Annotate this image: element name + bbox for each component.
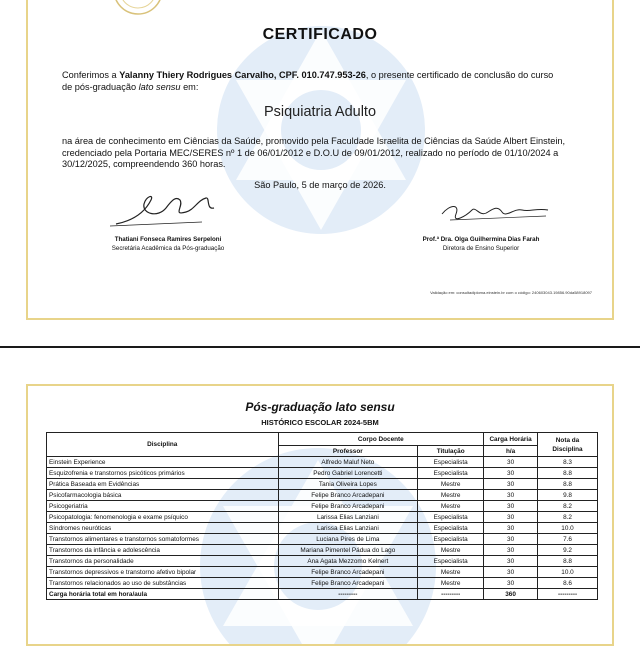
cell-disciplina: Transtornos depressivos e transtorno afetivo bipolar bbox=[47, 567, 279, 578]
cell-nota: 8.8 bbox=[538, 468, 598, 479]
cell-professor: Ana Agata Mezzomo Kelnert bbox=[278, 556, 418, 567]
student-name: Yalanny Thiery Rodrigues Carvalho bbox=[119, 70, 274, 80]
header-carga: Carga Horária bbox=[484, 433, 538, 446]
cell-carga: 30 bbox=[484, 479, 538, 490]
seal-icon bbox=[110, 0, 166, 16]
watermark-logo-icon bbox=[216, 10, 426, 250]
cell-titulacao: Mestre bbox=[418, 567, 484, 578]
cell-disciplina: Transtornos relacionados ao uso de substâncias bbox=[47, 578, 279, 589]
total-nota: --------- bbox=[538, 589, 598, 600]
cell-nota: 9.2 bbox=[538, 545, 598, 556]
cell-carga: 30 bbox=[484, 512, 538, 523]
total-carga: 360 bbox=[484, 589, 538, 600]
table-row bbox=[47, 534, 598, 545]
signer-role: Diretora de Ensino Superior bbox=[442, 245, 520, 252]
cell-nota: 8.6 bbox=[538, 578, 598, 589]
signer-role: Secretária Acadêmica da Pós-graduação bbox=[111, 245, 225, 252]
transcript-rows bbox=[47, 457, 598, 600]
cell-carga: 30 bbox=[484, 490, 538, 501]
table-row bbox=[47, 468, 598, 479]
cell-carga: 30 bbox=[484, 457, 538, 468]
cell-nota: 10.0 bbox=[538, 567, 598, 578]
cell-nota: 8.8 bbox=[538, 479, 598, 490]
total-titulacao: --------- bbox=[418, 589, 484, 600]
header-carga-unit: h/a bbox=[484, 446, 538, 457]
cell-professor: Tania Oliveira Lopes bbox=[278, 479, 418, 490]
course-name: Psiquiatria Adulto bbox=[263, 104, 377, 120]
signature-block-right bbox=[366, 235, 596, 253]
table-row bbox=[47, 523, 598, 534]
signature-right-icon bbox=[436, 198, 556, 228]
table-row bbox=[47, 545, 598, 556]
cell-carga: 30 bbox=[484, 501, 538, 512]
cell-professor: Felipe Branco Arcadepani bbox=[278, 578, 418, 589]
table-row bbox=[47, 457, 598, 468]
cell-carga: 30 bbox=[484, 468, 538, 479]
cell-disciplina: Síndromes neuróticas bbox=[47, 523, 279, 534]
cell-titulacao: Especialista bbox=[418, 523, 484, 534]
cell-disciplina: Psicogeriatria bbox=[47, 501, 279, 512]
cell-carga: 30 bbox=[484, 556, 538, 567]
cell-titulacao: Especialista bbox=[418, 468, 484, 479]
cell-professor: Larissa Elias Lanziani bbox=[278, 523, 418, 534]
cell-titulacao: Mestre bbox=[418, 578, 484, 589]
header-corpo-docente: Corpo Docente bbox=[278, 433, 484, 446]
cell-nota: 9.8 bbox=[538, 490, 598, 501]
cell-titulacao: Especialista bbox=[418, 556, 484, 567]
total-professor: --------- bbox=[278, 589, 418, 600]
cell-titulacao: Mestre bbox=[418, 490, 484, 501]
signature-left-icon bbox=[106, 190, 226, 232]
cell-carga: 30 bbox=[484, 567, 538, 578]
certificate-title: CERTIFICADO bbox=[262, 26, 378, 43]
cell-titulacao: Mestre bbox=[418, 501, 484, 512]
cell-professor: Luciana Pires de Lima bbox=[278, 534, 418, 545]
cell-carga: 30 bbox=[484, 578, 538, 589]
certificate-body: na área de conhecimento em Ciências da Saúde, promovido pela Faculdade Israelita de Ciências da Saúde Albert Einstein, credenciado pela Portaria MEC/SERES nº 1 de 06/01/2012 e D.O.U de 09/01/2012, realizado no período de 01/10/2024 a 30/12/2025, compreendendo 360 horas. bbox=[62, 136, 566, 169]
cell-nota: 8.2 bbox=[538, 501, 598, 512]
cell-professor: Felipe Branco Arcadepani bbox=[278, 490, 418, 501]
cell-disciplina: Transtornos da personalidade bbox=[47, 556, 279, 567]
transcript-table bbox=[46, 432, 598, 600]
cell-titulacao: Mestre bbox=[418, 479, 484, 490]
header-titulacao: Titulação bbox=[418, 446, 484, 457]
header-professor: Professor bbox=[278, 446, 418, 457]
cell-disciplina: Prática Baseada em Evidências bbox=[47, 479, 279, 490]
signer-name: Thatiani Fonseca Ramires Serpeloni bbox=[114, 236, 222, 243]
table-row bbox=[47, 479, 598, 490]
cell-disciplina: Transtornos alimentares e transtornos somatoformes bbox=[47, 534, 279, 545]
cell-disciplina: Psicopatologia: fenomenologia e exame psíquico bbox=[47, 512, 279, 523]
validation-code: Validação em: consultadiploma.einstein.br com o código: 240603043.19856.90da58918097 bbox=[430, 290, 592, 295]
cell-carga: 30 bbox=[484, 523, 538, 534]
table-row bbox=[47, 501, 598, 512]
table-row bbox=[47, 578, 598, 589]
cell-titulacao: Especialista bbox=[418, 534, 484, 545]
table-row bbox=[47, 567, 598, 578]
student-cpf: 010.747.953-26 bbox=[301, 70, 366, 80]
total-row bbox=[47, 589, 598, 600]
issue-date: São Paulo, 5 de março de 2026. bbox=[254, 180, 386, 190]
header-nota: Nota da Disciplina bbox=[538, 433, 598, 457]
transcript-subtitle: HISTÓRICO ESCOLAR 2024-5BM bbox=[261, 418, 379, 427]
signer-name: Prof.ª Dra. Olga Guilhermina Dias Farah bbox=[422, 236, 540, 243]
cell-nota: 8.2 bbox=[538, 512, 598, 523]
cell-disciplina: Transtornos da infância e adolescência bbox=[47, 545, 279, 556]
cell-professor: Felipe Branco Arcadepani bbox=[278, 501, 418, 512]
table-row bbox=[47, 490, 598, 501]
header-disciplina: Disciplina bbox=[47, 433, 279, 457]
cell-nota: 8.3 bbox=[538, 457, 598, 468]
cell-professor: Pedro Gabriel Lorencetti bbox=[278, 468, 418, 479]
cell-nota: 7.6 bbox=[538, 534, 598, 545]
page-separator bbox=[0, 346, 640, 348]
cell-nota: 10.0 bbox=[538, 523, 598, 534]
transcript-title: Pós-graduação lato sensu bbox=[245, 400, 395, 414]
cell-professor: Alfredo Maluf Neto bbox=[278, 457, 418, 468]
certificate-intro: Conferimos a Yalanny Thiery Rodrigues Carvalho, CPF. 010.747.953-26, o presente certificado de conclusão do curso de pós-graduação lato sensu em: bbox=[62, 70, 554, 92]
cell-disciplina: Esquizofrenia e transtornos psicóticos primários bbox=[47, 468, 279, 479]
cell-professor: Felipe Branco Arcadepani bbox=[278, 567, 418, 578]
table-row bbox=[47, 512, 598, 523]
cell-carga: 30 bbox=[484, 545, 538, 556]
cell-carga: 30 bbox=[484, 534, 538, 545]
cell-disciplina: Psicofarmacologia básica bbox=[47, 490, 279, 501]
transcript-page bbox=[26, 384, 614, 646]
cell-professor: Mariana Pimentel Pádua do Lago bbox=[278, 545, 418, 556]
certificate-page bbox=[26, 0, 614, 320]
cell-titulacao: Especialista bbox=[418, 457, 484, 468]
total-label: Carga horária total em hora/aula bbox=[47, 589, 279, 600]
cell-titulacao: Mestre bbox=[418, 545, 484, 556]
cell-titulacao: Especialista bbox=[418, 512, 484, 523]
cell-nota: 8.8 bbox=[538, 556, 598, 567]
table-row bbox=[47, 556, 598, 567]
cell-professor: Larissa Elias Lanziani bbox=[278, 512, 418, 523]
signature-block-left bbox=[68, 235, 268, 253]
cell-disciplina: Einstein Experience bbox=[47, 457, 279, 468]
